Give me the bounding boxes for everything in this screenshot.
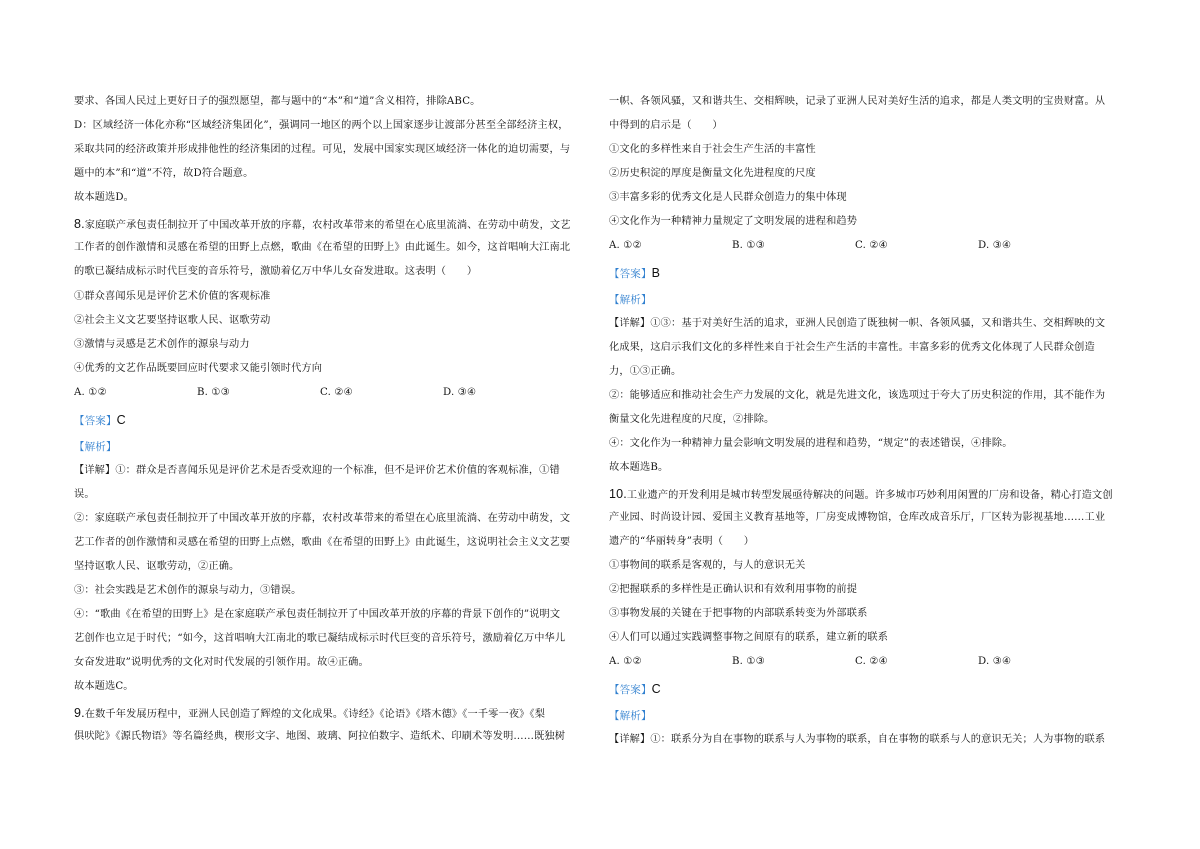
choice-item: ②把握联系的多样性是正确认识和有效利用事物的前提 — [609, 584, 858, 595]
text-line: 要求、各国人民过上更好日子的强烈愿望，都与题中的“本”和“道”含义相符，排除ABC。 — [74, 96, 481, 107]
text-line: 工作者的创作激情和灵感在希望的田野上点燃，歌曲《在希望的田野上》由此诞生。如今，这首唱响大江南北 — [74, 242, 571, 253]
option-a: A. ①② — [609, 240, 642, 251]
question-9-stem — [74, 703, 594, 723]
text-line: 家庭联产承包责任制拉开了中国改革开放的序幕，农村改革带来的希望在心底里流淌、在劳动中萌发，文艺 — [84, 220, 571, 231]
option-b: B. ①③ — [732, 656, 765, 667]
detail-line: 误。 — [74, 489, 95, 500]
question-10-stem — [609, 484, 1129, 504]
answer-value: C — [116, 413, 126, 427]
text-line: 题中的本”和“道”不符，故D符合题意。 — [74, 168, 254, 179]
choice-item: ①事物间的联系是客观的，与人的意识无关 — [609, 560, 806, 571]
detail-line: ③：社会实践是艺术创作的源泉与动力，③错误。 — [74, 585, 302, 596]
detail-line: 力，①③正确。 — [609, 366, 682, 377]
option-c: C. ②④ — [320, 387, 353, 398]
answer-value: C — [651, 682, 661, 696]
answer-tag: 【答案】 — [609, 684, 652, 696]
text-line: 工业遗产的开发利用是城市转型发展亟待解决的问题。许多城市巧妙利用闲置的厂房和设备，精心打造文创 — [626, 490, 1113, 501]
answer-value: B — [651, 266, 661, 280]
answer-options — [74, 383, 594, 403]
detail-line: 衡量文化先进程度的尺度，②排除。 — [609, 414, 775, 425]
answer-row — [609, 679, 1129, 699]
detail-line: 艺创作也立足于时代；“如今，这首唱响大江南北的歌已凝结成标示时代巨变的音乐符号，激励着亿万中华儿 — [74, 633, 566, 644]
detail-line: 故本题选B。 — [609, 462, 669, 473]
text-line: 故本题选D。 — [74, 192, 135, 203]
choice-item: ②社会主义文艺要坚持讴歌人民、讴歌劳动 — [74, 315, 271, 326]
text-line: 俱吠陀》《源氏物语》等名篇经典，楔形文字、地图、玻璃、阿拉伯数字、造纸术、印刷术等发明……既独树 — [74, 731, 566, 742]
choice-item: ②历史积淀的厚度是衡量文化先进程度的尺度 — [609, 168, 816, 179]
choice-item: ④人们可以通过实践调整事物之间原有的联系，建立新的联系 — [609, 632, 889, 643]
option-b: B. ①③ — [197, 387, 230, 398]
detail-line: 【详解】①：群众是否喜闻乐见是评价艺术是否受欢迎的一个标准，但不是评价艺术价值的客观标准，①错 — [74, 465, 560, 476]
text-line: 中得到的启示是（ ） — [609, 120, 723, 131]
choice-item: ④文化作为一种精神力量规定了文明发展的进程和趋势 — [609, 216, 858, 227]
choice-item: ③事物发展的关键在于把事物的内部联系转变为外部联系 — [609, 608, 868, 619]
text-line: 的歌已凝结成标示时代巨变的音乐符号，激励着亿万中华儿女奋发进取。这表明（ ） — [74, 266, 478, 277]
analysis-row — [74, 437, 594, 457]
detail-line: ②：能够适应和推动社会生产力发展的文化，就是先进文化，该选项过于夸大了历史积淀的作用，其不能作为 — [609, 390, 1106, 401]
analysis-row — [609, 706, 1129, 726]
analysis-tag: 【解析】 — [609, 294, 652, 306]
detail-line: 【详解】①：联系分为自在事物的联系与人为事物的联系，自在事物的联系与人的意识无关；人为事物的联系 — [609, 734, 1106, 745]
option-a: A. ①② — [74, 387, 107, 398]
text-line: D：区域经济一体化亦称“区域经济集团化”，强调同一地区的两个以上国家逐步让渡部分甚至全部经济主权， — [74, 120, 569, 131]
analysis-row — [609, 290, 1129, 310]
detail-line: 女奋发进取”说明优秀的文化对时代发展的引领作用。故④正确。 — [74, 657, 369, 668]
option-d: D. ③④ — [978, 656, 1012, 667]
detail-line: 【详解】①③：基于对美好生活的追求，亚洲人民创造了既独树一帜、各领风骚，又和谐共生、交相辉映的文 — [609, 318, 1106, 329]
detail-line: 艺工作者的创作激情和灵感在希望的田野上点燃，歌曲《在希望的田野上》由此诞生，这说明社会主义文艺要 — [74, 537, 571, 548]
text-line: 产业园、时尚设计园、爱国主义教育基地等，厂房变成博物馆，仓库改成音乐厅，厂区转为影视基地……工业 — [609, 512, 1106, 523]
text-line: 采取共同的经济政策并形成排他性的经济集团的过程。可见，发展中国家实现区域经济一体化的迫切需要，与 — [74, 144, 571, 155]
question-8-stem — [74, 214, 594, 234]
choice-item: ③激情与灵感是艺术创作的源泉与动力 — [74, 339, 250, 350]
analysis-tag: 【解析】 — [609, 710, 652, 722]
answer-options — [609, 236, 1129, 256]
question-number: 9. — [74, 706, 85, 720]
choice-item: ①群众喜闻乐见是评价艺术价值的客观标准 — [74, 291, 271, 302]
answer-row — [74, 410, 594, 430]
text-line: 一帜、各领风骚，又和谐共生、交相辉映，记录了亚洲人民对美好生活的追求，都是人类文明的宝贵财富。从 — [609, 96, 1106, 107]
detail-line: ②：家庭联产承包责任制拉开了中国改革开放的序幕，农村改革带来的希望在心底里流淌、在劳动中萌发，文 — [74, 513, 571, 524]
option-c: C. ②④ — [855, 656, 888, 667]
text-line: 在数千年发展历程中，亚洲人民创造了辉煌的文化成果。《诗经》《论语》《塔木德》《一千零一夜》《梨 — [84, 709, 546, 720]
option-d: D. ③④ — [443, 387, 477, 398]
question-number: 10. — [609, 487, 627, 501]
option-a: A. ①② — [609, 656, 642, 667]
option-b: B. ①③ — [732, 240, 765, 251]
text-line: 遗产的“华丽转身”表明（ ） — [609, 536, 755, 547]
option-d: D. ③④ — [978, 240, 1012, 251]
choice-item: ③丰富多彩的优秀文化是人民群众创造力的集中体现 — [609, 192, 847, 203]
choice-item: ④优秀的文艺作品既要回应时代要求又能引领时代方向 — [74, 363, 323, 374]
detail-line: 故本题选C。 — [74, 681, 134, 692]
option-c: C. ②④ — [855, 240, 888, 251]
analysis-tag: 【解析】 — [74, 441, 117, 453]
detail-line: 化成果，这启示我们文化的多样性来自于社会生产生活的丰富性。丰富多彩的优秀文化体现了人民群众创造 — [609, 342, 1095, 353]
detail-line: ④：文化作为一种精神力量会影响文明发展的进程和趋势，“规定”的表述错误，④排除。 — [609, 438, 1013, 449]
answer-tag: 【答案】 — [609, 268, 652, 280]
answer-options — [609, 652, 1129, 672]
answer-row — [609, 263, 1129, 283]
question-number: 8. — [74, 217, 85, 231]
detail-line: ④：“歌曲《在希望的田野上》是在家庭联产承包责任制拉开了中国改革开放的序幕的背景下创作的”说明文 — [74, 609, 561, 620]
detail-line: 坚持讴歌人民、讴歌劳动，②正确。 — [74, 561, 240, 572]
answer-tag: 【答案】 — [74, 415, 117, 427]
choice-item: ①文化的多样性来自于社会生产生活的丰富性 — [609, 144, 816, 155]
